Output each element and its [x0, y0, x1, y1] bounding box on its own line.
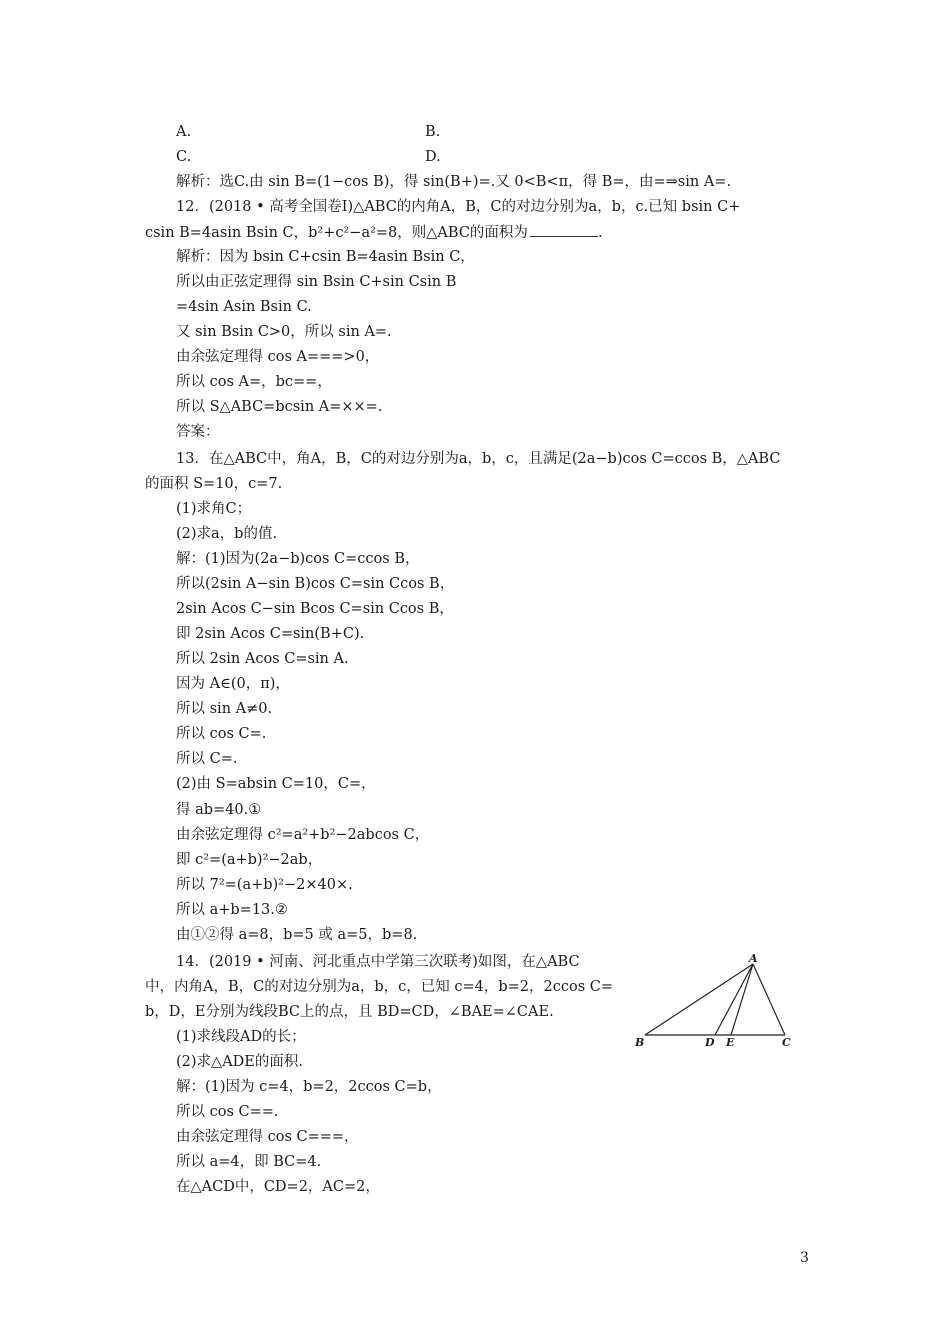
text-line: 所以 7²=(a+b)²−2×40×.	[176, 877, 353, 893]
text-line: 由①②得 a=8，b=5 或 a=5，b=8.	[176, 927, 418, 943]
text-line: 解：(1)因为 c=4，b=2，2ccos C=b，	[176, 1079, 442, 1095]
text-line: 在△ACD中，CD=2，AC=2，	[176, 1179, 380, 1195]
text-line: 因为 A∈(0，π)，	[176, 676, 290, 692]
text-line: 由余弦定理得 cos C===，	[176, 1129, 359, 1145]
text-line: 所以 a+b=13.②	[176, 902, 288, 918]
text-line: 2sin Acos C−sin Bcos C=sin Ccos B，	[176, 601, 454, 617]
point-label-d: D	[705, 1036, 715, 1049]
problem-13-line-2: 的面积 S=10，c=7.	[145, 476, 283, 492]
text-line: 所以 2sin Acos C=sin A.	[176, 651, 349, 667]
text-line: 又 sin Bsin C>0，所以 sin A=.	[176, 324, 392, 340]
point-label-e: E	[726, 1036, 735, 1049]
text-line: (1)求角C；	[176, 501, 252, 517]
text-line: 即 c²=(a+b)²−2ab，	[176, 852, 323, 868]
option-a: A.	[176, 124, 192, 140]
vertex-label-c: C	[782, 1036, 791, 1049]
problem-12-line-1: 12．(2018 • 高考全国卷Ⅰ)△ABC的内角A，B，C的对边分别为a，b，c.已知 bsin C+	[176, 199, 741, 215]
text-line: 所以 cos C=.	[176, 726, 267, 742]
text-line: 解析：选C.由 sin B=(1−cos B)，得 sin(B+)=.又 0<B<π，得 B=，由=⇒sin A=.	[176, 174, 732, 190]
text-line: 得 ab=40.①	[176, 802, 262, 818]
text-line: 所以 cos A=，bc==，	[176, 374, 332, 390]
text-line: 解析：因为 bsin C+csin B=4asin Bsin C，	[176, 249, 475, 265]
text-line: (2)求a，b的值.	[176, 526, 278, 542]
option-c: C.	[176, 149, 192, 165]
text-line: (2)求△ADE的面积.	[176, 1054, 303, 1070]
text-line: 所以 a=4，即 BC=4.	[176, 1154, 322, 1170]
option-d: D.	[425, 149, 441, 165]
text-line: 解：(1)因为(2a−b)cos C=ccos B，	[176, 551, 420, 567]
option-b: B.	[425, 124, 441, 140]
answer-blank	[530, 222, 598, 237]
segment-ab	[645, 964, 753, 1035]
triangle-figure	[630, 950, 800, 1050]
answer-label: 答案：	[176, 424, 220, 440]
text-line: 所以 S△ABC=bcsin A=××=.	[176, 399, 383, 415]
text-line: 即 2sin Acos C=sin(B+C).	[176, 626, 365, 642]
vertex-label-b: B	[635, 1036, 645, 1049]
page-number: 3	[800, 1250, 809, 1266]
problem-13-line-1: 13．在△ABC中，角A，B，C的对边分别为a，b，c，且满足(2a−b)cos C=ccos B，△ABC	[176, 451, 781, 467]
text-line: 所以(2sin A−sin B)cos C=sin Ccos B，	[176, 576, 455, 592]
vertex-label-a: A	[749, 952, 758, 965]
segment-ac	[753, 964, 785, 1035]
text-line: 由余弦定理得 c²=a²+b²−2abcos C，	[176, 827, 430, 843]
problem-14-line-1: 14．(2019 • 河南、河北重点中学第三次联考)如图，在△ABC	[176, 954, 580, 970]
text-line: =4sin Asin Bsin C.	[176, 299, 312, 315]
text-line: (1)求线段AD的长；	[176, 1029, 306, 1045]
problem-14-line-2: 中，内角A，B，C的对边分别为a，b，c，已知 c=4，b=2，2ccos C=	[145, 979, 614, 995]
text-line: 所以 C=.	[176, 751, 238, 767]
text-line: 所以由正弦定理得 sin Bsin C+sin Csin B	[176, 274, 457, 290]
problem-14-line-3: b，D，E分别为线段BC上的点，且 BD=CD，∠BAE=∠CAE.	[145, 1004, 554, 1020]
text-line: 所以 sin A≠0.	[176, 701, 273, 717]
text-line: (2)由 S=absin C=10，C=，	[176, 776, 376, 792]
problem-12-line-2: csin B=4asin Bsin C，b²+c²−a²=8，则△ABC的面积为 .	[145, 222, 603, 243]
text-line: 由余弦定理得 cos A===>0，	[176, 349, 380, 365]
text-line: 所以 cos C==.	[176, 1104, 279, 1120]
